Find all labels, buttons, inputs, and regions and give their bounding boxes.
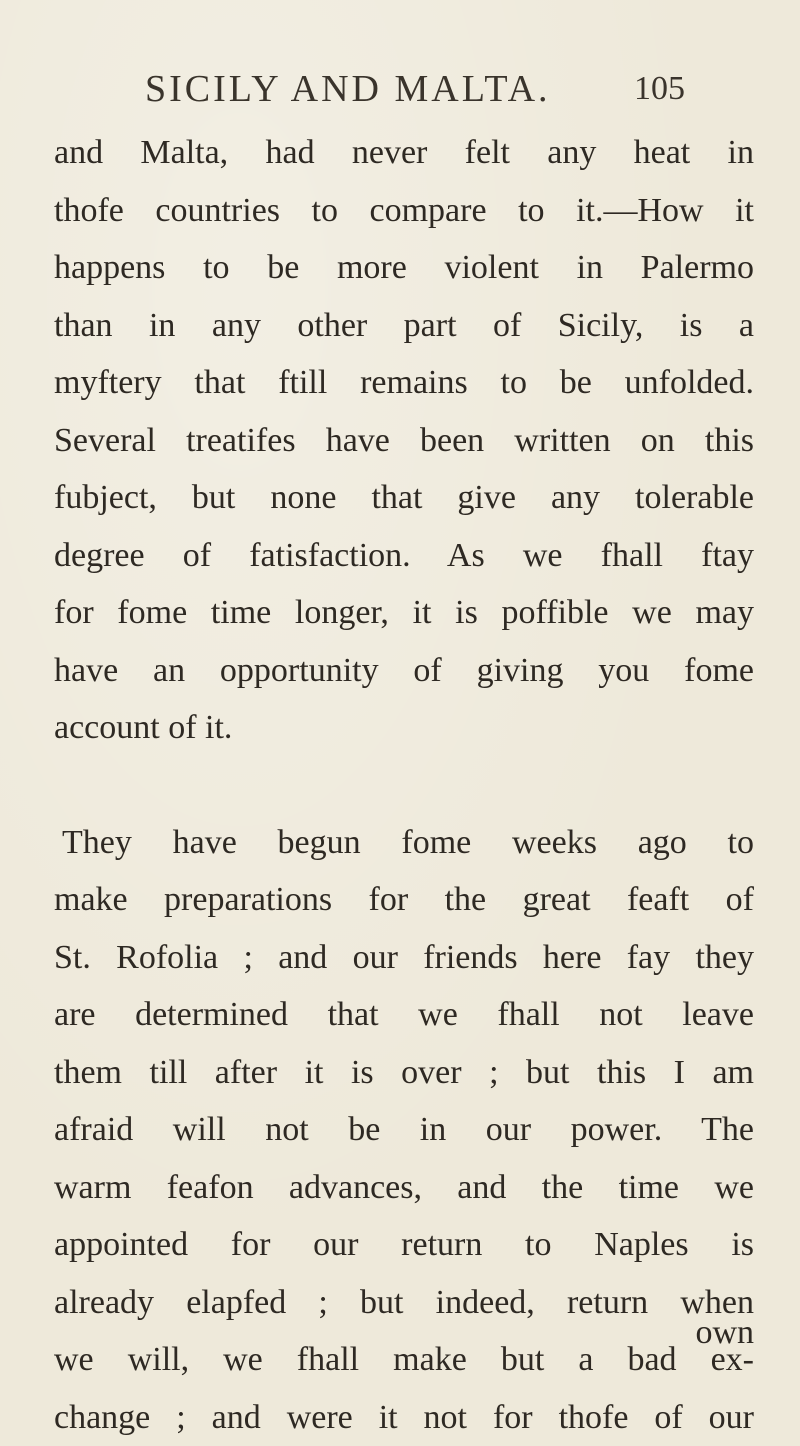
text-line: change ; and were it not for thofe of our: [54, 1398, 754, 1436]
text-line: St. Rofolia ; and our friends here fay they: [54, 938, 754, 976]
text-line: than in any other part of Sicily, is a: [54, 306, 754, 344]
text-line: thofe countries to compare to it.—How it: [54, 191, 754, 229]
text-line: afraid will not be in our power. The: [54, 1111, 754, 1148]
text-line: appointed for our return to Naples is: [54, 1226, 754, 1263]
catchword: own: [695, 1314, 754, 1351]
text-line: for fome time longer, it is poffible we may: [54, 594, 754, 631]
paragraph-1: [54, 124, 754, 757]
body-text: [54, 124, 754, 1446]
text-line: fubject, but none that give any tolerable: [54, 479, 754, 516]
text-line: They have begun fome weeks ago to: [62, 823, 754, 861]
text-line: Several treatifes have been written on this: [54, 421, 754, 459]
text-line: make preparations for the great feaft of: [54, 881, 754, 918]
page-number: 105: [634, 70, 685, 107]
running-title: SICILY AND MALTA.: [145, 68, 551, 110]
text-line: and Malta, had never felt any heat in: [54, 134, 754, 171]
text-line: have an opportunity of giving you fome: [54, 651, 754, 689]
text-line: warm feafon advances, and the time we: [54, 1168, 754, 1206]
text-line: happens to be more violent in Palermo: [54, 249, 754, 286]
paragraph-gap: [54, 757, 754, 814]
paragraph-2: [54, 814, 754, 1446]
text-line: them till after it is over ; but this I am: [54, 1053, 754, 1091]
text-line: are determined that we fhall not leave: [54, 996, 754, 1033]
text-line: we will, we fhall make but a bad ex-: [54, 1341, 754, 1378]
text-line: degree of fatisfaction. As we fhall ftay: [54, 536, 754, 574]
text-line: myftery that ftill remains to be unfolded.: [54, 364, 754, 401]
text-line: account of it.: [54, 709, 233, 746]
running-head: [145, 66, 685, 112]
text-line: already elapfed ; but indeed, return when: [54, 1283, 754, 1321]
